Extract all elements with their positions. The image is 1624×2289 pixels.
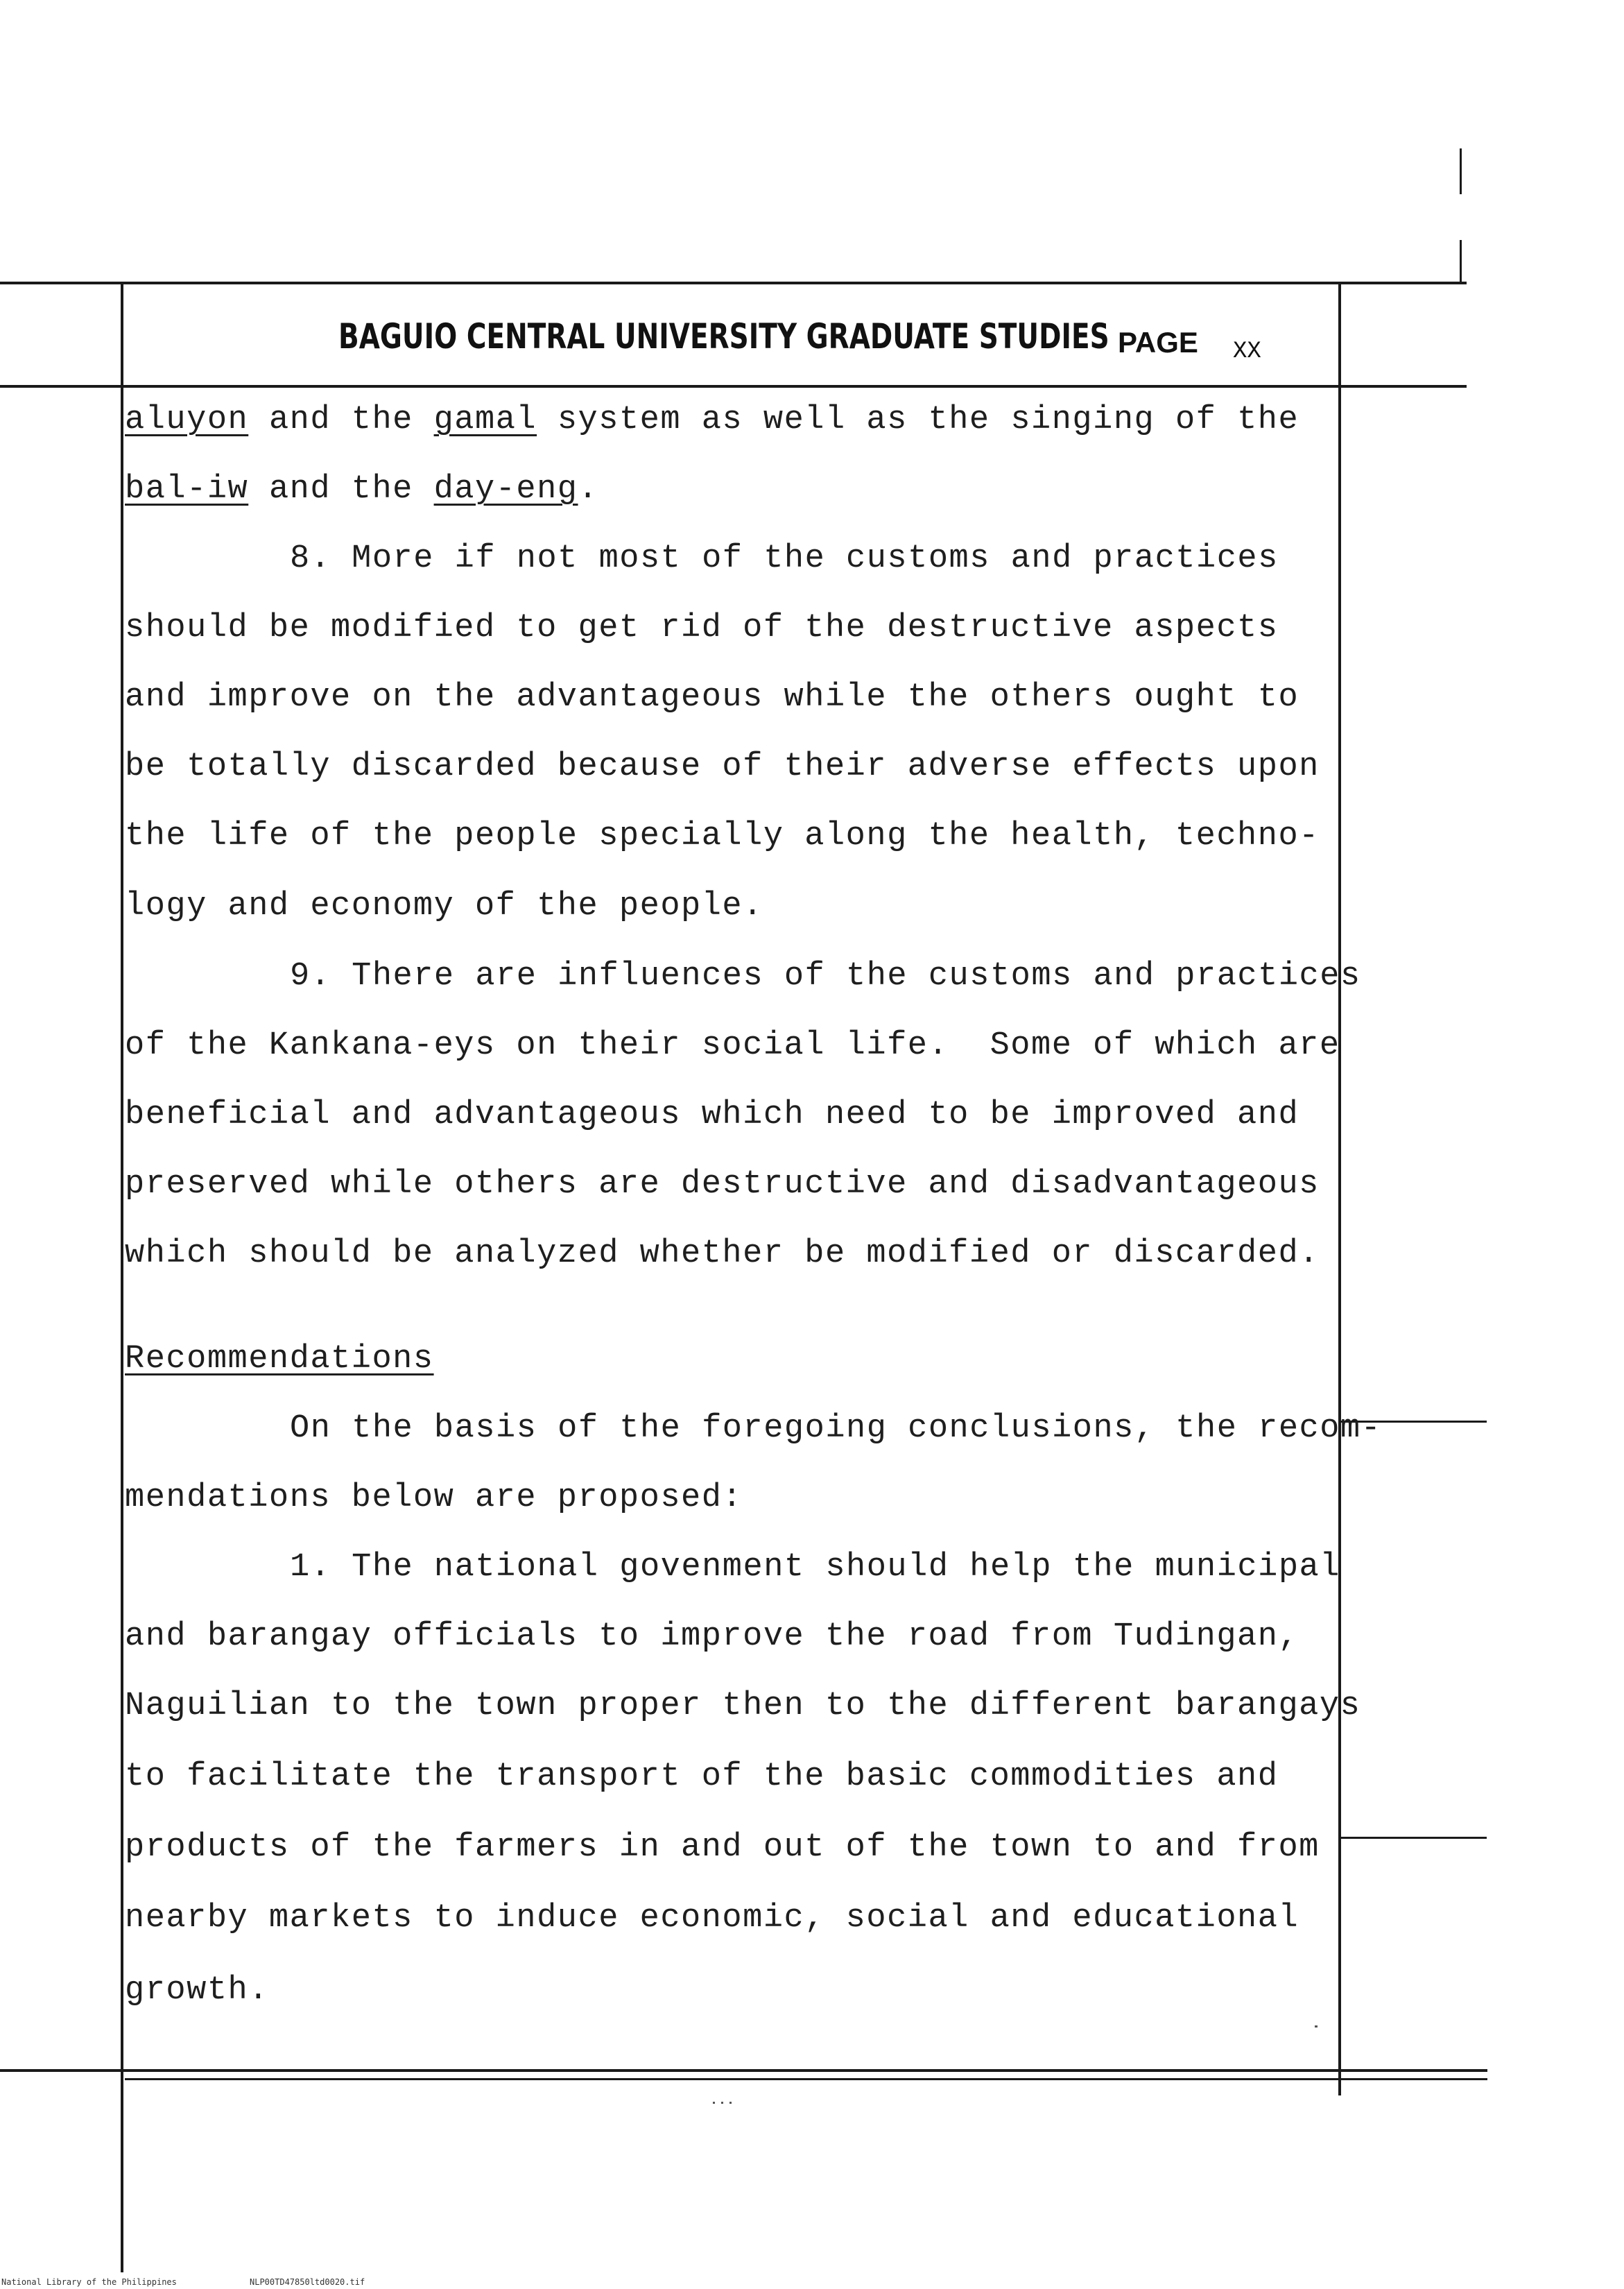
page-number: XX <box>1233 338 1261 365</box>
text-line-4: should be modified to get rid of the destructive aspects <box>125 610 1279 646</box>
text-line-19: to facilitate the transport of the basic commodities and <box>125 1758 1279 1795</box>
top-border-line <box>0 282 1467 284</box>
term-day-eng: day-eng <box>433 471 578 508</box>
text-line-14: On the basis of the foregoing conclusions, the recom- <box>290 1410 1382 1447</box>
term-gamal: gamal <box>433 402 537 438</box>
bottom-border-line-inner <box>125 2078 1487 2080</box>
scan-speck <box>729 2102 732 2104</box>
bottom-border-line <box>0 2069 1487 2072</box>
text-line-7: the life of the people specially along the health, techno- <box>125 818 1320 855</box>
text-line-2 <box>125 473 598 506</box>
text-line-21: nearby markets to induce economic, social and educational <box>125 1900 1299 1937</box>
text-line-2-post: . <box>578 471 599 508</box>
text-line-12: preserved while others are destructive and disadvantageous <box>125 1166 1320 1203</box>
text-line-22: growth. <box>125 1972 269 2009</box>
text-line-13: which should be analyzed whether be modified or discarded. <box>125 1235 1320 1272</box>
term-bal-iw: bal-iw <box>125 471 249 508</box>
text-line-3: 8. More if not most of the customs and practices <box>290 540 1279 577</box>
text-line-17: and barangay officials to improve the road from Tudingan, <box>125 1618 1299 1655</box>
text-line-8: logy and economy of the people. <box>125 888 763 925</box>
text-line-15: mendations below are proposed: <box>125 1480 743 1516</box>
right-tick-line-2 <box>1341 1837 1487 1839</box>
header-divider-line <box>0 385 1467 388</box>
left-margin-line <box>121 282 123 2272</box>
text-line-1-post: system as well as the singing of the <box>537 402 1299 438</box>
text-line-10: of the Kankana-eys on their social life. Some of which are <box>125 1027 1340 1064</box>
text-line-20: products of the farmers in and out of the town to and from <box>125 1829 1320 1866</box>
footer-filename: NLP00TD47850ltd0020.tif <box>250 2277 365 2287</box>
text-line-18: Naguilian to the town proper then to the different barangays <box>125 1688 1361 1724</box>
text-line-6: be totally discarded because of their adverse effects upon <box>125 748 1320 785</box>
scan-speck <box>721 2102 723 2104</box>
footer-library-credit: National Library of the Philippines <box>1 2277 177 2287</box>
term-aluyon: aluyon <box>125 402 249 438</box>
page-label: PAGE <box>1118 326 1198 359</box>
text-line-1 <box>125 404 1299 436</box>
section-heading-recommendations: Recommendations <box>125 1341 434 1378</box>
edge-mark-2 <box>1460 240 1462 282</box>
text-line-5: and improve on the advantageous while the others ought to <box>125 679 1299 716</box>
text-line-1-mid: and the <box>248 402 434 438</box>
header-title: BAGUIO CENTRAL UNIVERSITY GRADUATE STUDIES <box>338 316 1109 357</box>
scan-speck <box>713 2102 715 2104</box>
scan-speck <box>1315 2025 1318 2027</box>
text-line-16: 1. The national govenment should help the municipal <box>290 1549 1340 1586</box>
text-line-9: 9. There are influences of the customs and practices <box>290 958 1361 995</box>
edge-mark-1 <box>1460 148 1462 194</box>
right-margin-line <box>1338 282 1341 2095</box>
text-line-11: beneficial and advantageous which need to be improved and <box>125 1097 1299 1133</box>
text-line-2-mid: and the <box>248 471 434 508</box>
